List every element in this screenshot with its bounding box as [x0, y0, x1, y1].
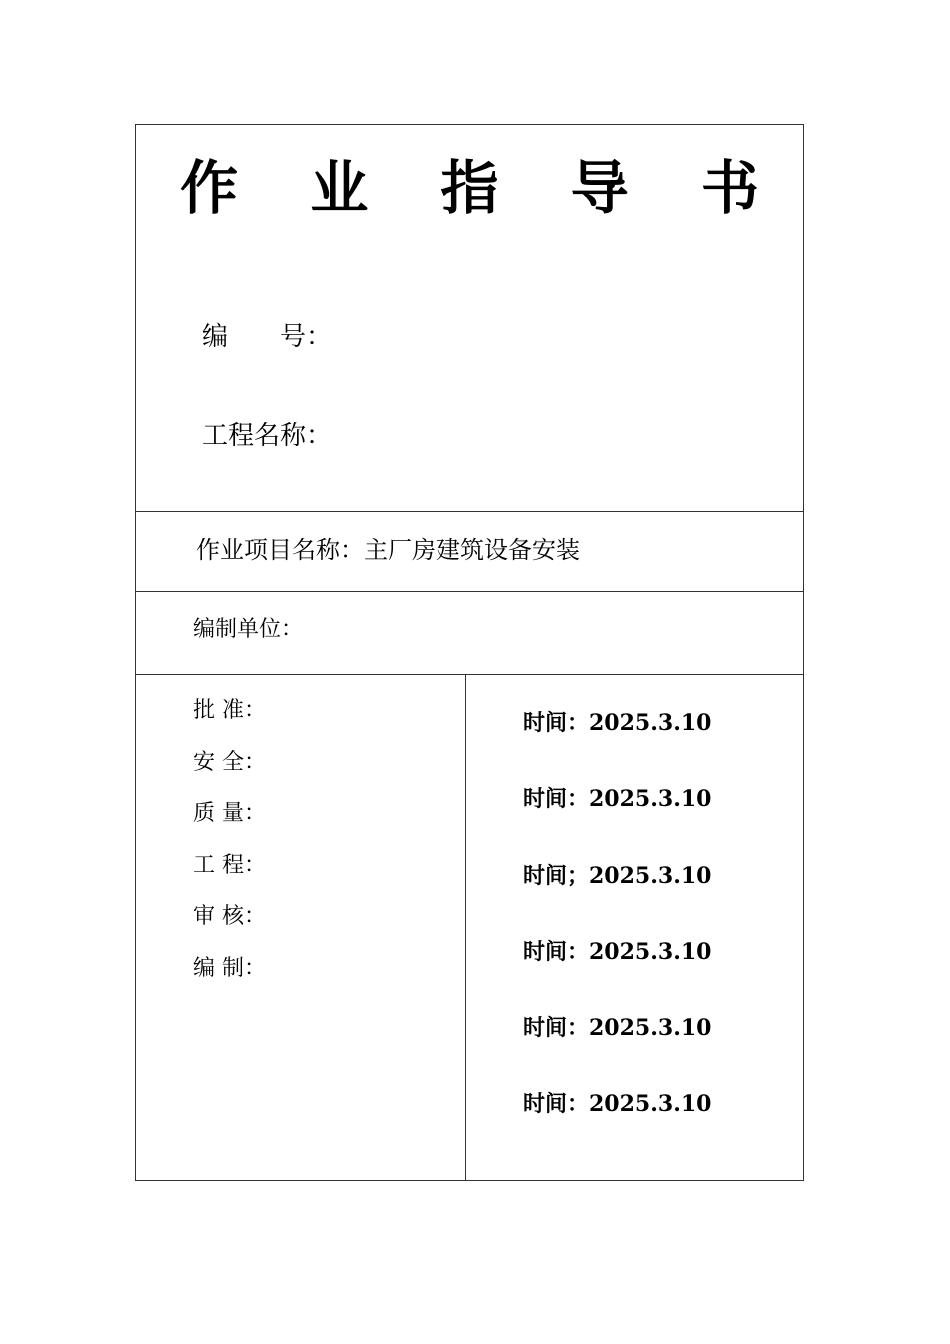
date-quality: 时间；2025.3.10: [523, 862, 712, 889]
document-title: 作 业 指 导 书: [180, 154, 785, 222]
document-number-label: 编 号：: [202, 322, 333, 352]
date-approve: 时间：2025.3.10: [523, 710, 712, 736]
date-review: 时间：2025.3.10: [523, 1015, 712, 1042]
compiling-unit-row: [136, 591, 803, 675]
signoff-dates: [523, 708, 711, 1166]
role-compile: 编 制：: [193, 955, 266, 981]
compiling-unit-label: 编制单位：: [193, 617, 304, 642]
date-compile: 时间：2025.3.10: [523, 1091, 712, 1118]
work-item-row: [136, 511, 803, 592]
role-engineering: 工 程：: [193, 852, 266, 878]
project-name-label: 工程名称：: [202, 421, 333, 451]
date-safety: 时间：2025.3.10: [523, 786, 712, 813]
date-engineering: 时间：2025.3.10: [523, 938, 712, 965]
header-section: [136, 125, 803, 512]
signoff-section: [136, 674, 803, 1180]
work-item-name: 作业项目名称：主厂房建筑设备安装: [196, 536, 580, 564]
role-approve: 批 准：: [193, 698, 266, 723]
column-divider: [465, 674, 466, 1180]
role-review: 审 核：: [193, 904, 266, 929]
signoff-roles: [193, 696, 266, 1005]
role-safety: 安 全：: [193, 749, 266, 775]
cover-form: [135, 124, 804, 1181]
role-quality: 质 量：: [193, 801, 266, 826]
